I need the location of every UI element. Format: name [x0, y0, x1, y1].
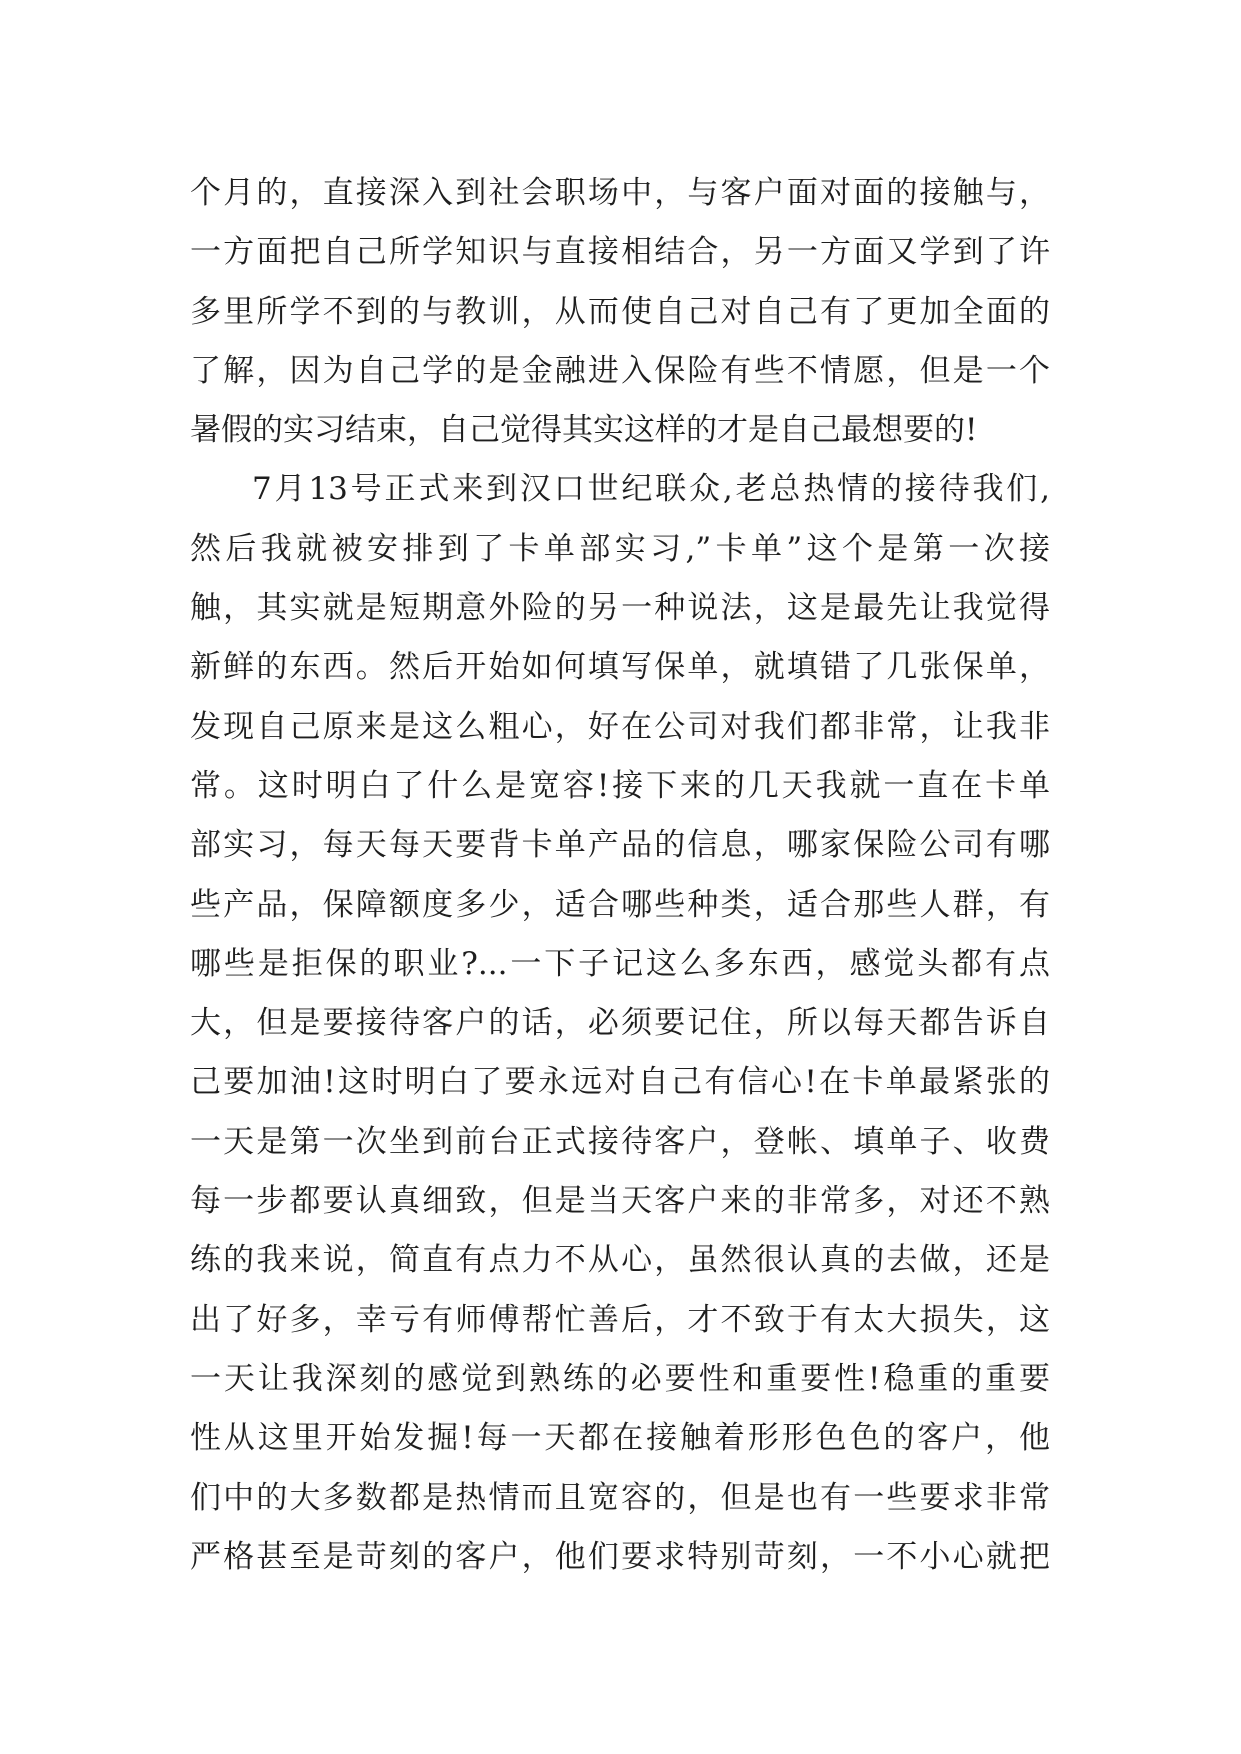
- text-line-9: 新鲜的东西。然后开始如何填写保单，就填错了几张保单，: [190, 649, 1050, 686]
- text-line-7: 然后我就被安排到了卡单部实习,”卡单”这个是第一次接: [190, 530, 1050, 567]
- text-line-17: 一天是第一次坐到前台正式接待客户，登帐、填单子、收费: [190, 1123, 1050, 1160]
- text-line-4: 了解，因为自己学的是金融进入保险有些不情愿，但是一个: [190, 352, 1050, 389]
- text-line-20: 出了好多，幸亏有师傅帮忙善后，才不致于有太大损失，这: [190, 1301, 1050, 1338]
- text-line-16: 己要加油!这时明白了要永远对自己有信心!在卡单最紧张的: [190, 1064, 1050, 1101]
- text-line-6: 7月13号正式来到汉口世纪联众,老总热情的接待我们,: [252, 471, 1050, 508]
- text-line-24: 严格甚至是苛刻的客户，他们要求特别苛刻，一不小心就把: [190, 1538, 1050, 1575]
- body-text: [190, 164, 1050, 1587]
- text-line-15: 大，但是要接待客户的话，必须要记住，所以每天都告诉自: [190, 1005, 1050, 1042]
- text-line-8: 触，其实就是短期意外险的另一种说法，这是最先让我觉得: [190, 590, 1050, 627]
- text-line-19: 练的我来说，简直有点力不从心，虽然很认真的去做，还是: [190, 1242, 1050, 1279]
- text-line-12: 部实习，每天每天要背卡单产品的信息，哪家保险公司有哪: [190, 827, 1050, 864]
- text-line-3: 多里所学不到的与教训，从而使自己对自己有了更加全面的: [190, 293, 1050, 330]
- text-line-21: 一天让我深刻的感觉到熟练的必要性和重要性!稳重的重要: [190, 1360, 1050, 1397]
- text-line-13: 些产品，保障额度多少，适合哪些种类，适合那些人群，有: [190, 886, 1050, 923]
- text-line-5: 暑假的实习结束，自己觉得其实这样的才是自己最想要的!: [190, 412, 978, 449]
- text-line-23: 们中的大多数都是热情而且宽容的，但是也有一些要求非常: [190, 1479, 1050, 1516]
- text-line-2: 一方面把自己所学知识与直接相结合，另一方面又学到了许: [190, 234, 1050, 271]
- text-line-22: 性从这里开始发掘!每一天都在接触着形形色色的客户，他: [190, 1420, 1050, 1457]
- text-line-11: 常。这时明白了什么是宽容!接下来的几天我就一直在卡单: [190, 767, 1050, 804]
- text-line-14: 哪些是拒保的职业?...一下子记这么多东西，感觉头都有点: [190, 945, 1050, 982]
- text-line-10: 发现自己原来是这么粗心，好在公司对我们都非常，让我非: [190, 708, 1050, 745]
- text-line-1: 个月的，直接深入到社会职场中，与客户面对面的接触与，: [190, 175, 1050, 211]
- text-line-18: 每一步都要认真细致，但是当天客户来的非常多，对还不熟: [190, 1183, 1050, 1220]
